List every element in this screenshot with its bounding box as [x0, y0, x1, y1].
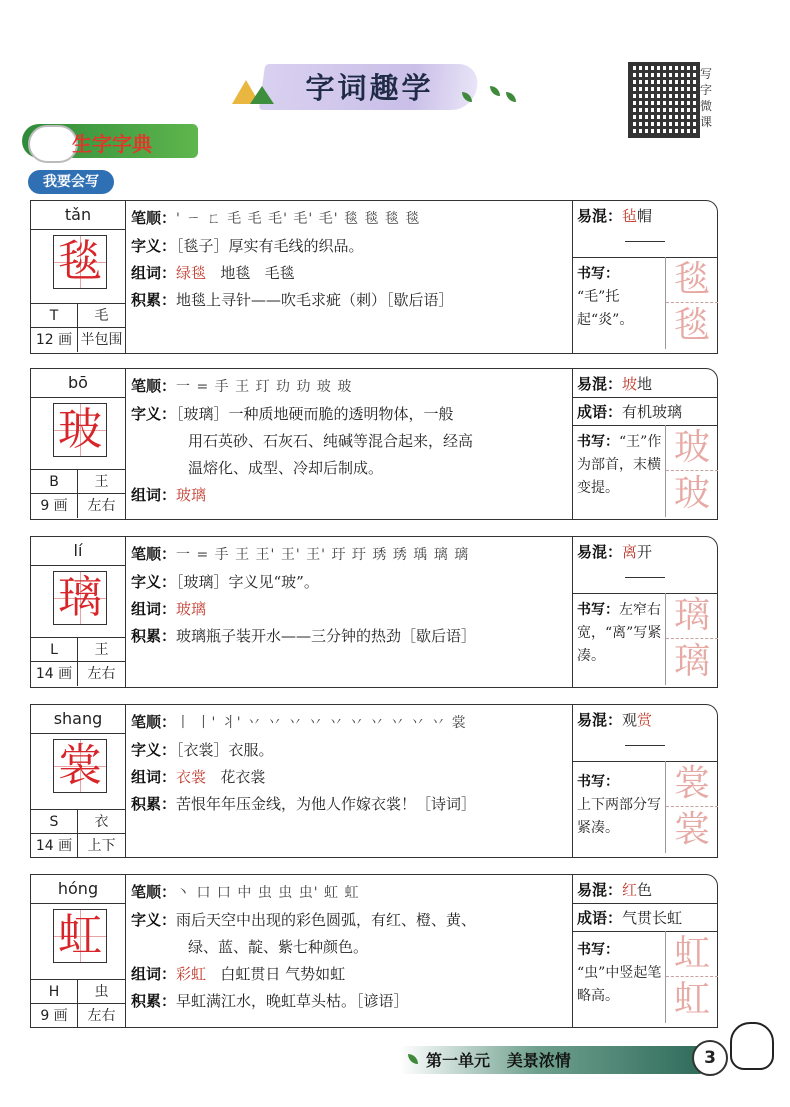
- word: 白虹贯日 气势如虹: [220, 965, 346, 983]
- confuse-char: 赏: [637, 711, 653, 729]
- stroke-count: 12 画: [31, 328, 78, 352]
- accumulate: 玻璃瓶子装开水——三分钟的热劲［歇后语］: [176, 627, 477, 645]
- radical: 虫: [94, 984, 109, 1000]
- main-char: 虹: [58, 910, 102, 961]
- pinyin: bō: [31, 369, 125, 398]
- practice-grid: [665, 593, 718, 685]
- mascot-icon: [28, 125, 78, 163]
- accumulate: 苦恨年年压金线，为他人作嫁衣裳！［诗词］: [176, 795, 477, 813]
- accumulate: 地毯上寻针——吹毛求疵（刺）［歇后语］: [176, 291, 454, 309]
- leaf-icon: [490, 86, 500, 96]
- side-panel: [572, 705, 718, 857]
- strokes-label: 笔顺：: [131, 545, 177, 563]
- meaning: 温熔化、成型、冷却后制成。: [188, 459, 384, 477]
- main-char: 裳: [58, 740, 102, 791]
- stroke-order: 丶 口 口 中 虫 虫 虫' 虹 虹: [176, 885, 360, 901]
- char-card: [31, 537, 126, 687]
- word: 彩虹: [176, 965, 207, 983]
- char-entry: [30, 536, 718, 688]
- trace-char: 虹: [673, 979, 710, 1020]
- section-subtitle: 我要会写: [28, 170, 114, 194]
- accumulate-label: 积累：: [131, 795, 177, 813]
- trace-char: 毯: [666, 257, 718, 303]
- strokes-label: 笔顺：: [131, 713, 177, 731]
- meaning-label: 字义：: [131, 405, 177, 423]
- confuse-char: 毡: [622, 207, 638, 225]
- meaning: ［玻璃］一种质地硬而脆的透明物体，一般: [176, 405, 454, 423]
- writing-label: 书写：: [577, 434, 619, 450]
- stroke-count: 9 画: [31, 494, 78, 518]
- word: 地毯: [220, 264, 251, 282]
- structure: 左右: [87, 666, 116, 682]
- char-entry: [30, 874, 718, 1028]
- side-panel: [572, 537, 718, 687]
- tianzige-box: [53, 909, 107, 963]
- confuse-rest: 观: [622, 711, 638, 729]
- writing-tip: “虫”中竖起笔略高。: [577, 965, 662, 1004]
- blank-line: [625, 241, 665, 242]
- qr-code[interactable]: [628, 62, 700, 138]
- meaning-label: 字义：: [131, 237, 177, 255]
- tianzige-box: [53, 403, 107, 457]
- index-letter: H: [31, 980, 78, 1004]
- leaf-icon: [506, 92, 516, 102]
- writing-label: 书写：: [577, 266, 619, 282]
- idiom: 有机玻璃: [622, 403, 683, 421]
- char-entry: [30, 704, 718, 858]
- confuse-char: 红: [622, 881, 638, 899]
- unit-label: 第一单元: [426, 1051, 491, 1070]
- meaning-label: 字义：: [131, 741, 177, 759]
- structure: 上下: [87, 838, 116, 854]
- confuse-label: 易混：: [577, 207, 623, 225]
- writing-tip: “王”作为部首，末横变提。: [577, 434, 662, 496]
- index-letter: T: [31, 304, 78, 328]
- word: 毛毯: [264, 264, 295, 282]
- writing-tip: 上下两部分写紧凑。: [577, 797, 661, 836]
- practice-grid: [665, 761, 718, 853]
- writing-label: 书写：: [577, 942, 619, 958]
- char-card: [31, 875, 126, 1027]
- pinyin: tǎn: [31, 201, 125, 230]
- word: 衣裳: [176, 768, 207, 786]
- qr-label: 写字微课: [700, 67, 713, 129]
- char-entry: [30, 368, 718, 520]
- blank-line: [625, 745, 665, 746]
- pinyin: hóng: [31, 875, 125, 904]
- meaning: ［衣裳］衣服。: [176, 741, 274, 759]
- stroke-order: 一 = 手 王 玎 玏 玏 玻 玻: [176, 379, 353, 395]
- structure: 左右: [87, 1008, 116, 1024]
- index-letter: S: [31, 810, 78, 834]
- tianzige-box: [53, 739, 107, 793]
- trace-char: 玻: [673, 473, 710, 514]
- radical: 衣: [94, 814, 109, 830]
- stroke-order: 丨 丨' 丬' 丷 丷 丷 丷 丷 丷 丷 丷 丷 丷 裳: [176, 715, 467, 731]
- char-entry: [30, 200, 718, 354]
- trace-char: 璃: [666, 593, 718, 639]
- practice-grid: [665, 257, 718, 349]
- word: 玻璃: [176, 600, 207, 618]
- tianzige-box: [53, 571, 107, 625]
- trace-char: 虹: [666, 931, 718, 977]
- words-label: 组词：: [131, 486, 177, 504]
- word: 花衣裳: [220, 768, 266, 786]
- stroke-count: 14 画: [31, 834, 78, 858]
- section-title: 生字字典: [72, 132, 152, 156]
- index-letter: B: [31, 470, 78, 494]
- confuse-char: 离: [622, 543, 638, 561]
- confuse-rest: 帽: [637, 207, 653, 225]
- char-card: [31, 369, 126, 519]
- writing-label: 书写：: [577, 602, 619, 618]
- words-label: 组词：: [131, 600, 177, 618]
- word: 绿毯: [176, 264, 207, 282]
- strokes-label: 笔顺：: [131, 883, 177, 901]
- confuse-label: 易混：: [577, 711, 623, 729]
- tianzige-box: [53, 235, 107, 289]
- radical: 王: [94, 474, 109, 490]
- trace-char: 玻: [666, 425, 718, 471]
- stroke-count: 9 画: [31, 1004, 78, 1028]
- words-label: 组词：: [131, 768, 177, 786]
- accumulate: 早虹满江水，晚虹草头枯。［谚语］: [176, 992, 409, 1010]
- pinyin: lí: [31, 537, 125, 566]
- trace-char: 毯: [673, 305, 710, 346]
- structure: 半包围: [80, 332, 123, 348]
- char-card: [31, 201, 126, 353]
- trace-char: 璃: [673, 641, 710, 682]
- char-card: [31, 705, 126, 857]
- panda-mascot-icon: [730, 1022, 774, 1070]
- radical: 王: [94, 642, 109, 658]
- side-panel: [572, 875, 718, 1027]
- idiom: 气贯长虹: [622, 909, 683, 927]
- side-panel: [572, 369, 718, 519]
- trace-char: 裳: [673, 809, 710, 850]
- confuse-label: 易混：: [577, 881, 623, 899]
- blank-line: [625, 577, 665, 578]
- confuse-rest: 开: [637, 543, 653, 561]
- pinyin: shang: [31, 705, 125, 734]
- word: 玻璃: [176, 486, 207, 504]
- writing-label: 书写：: [577, 774, 619, 790]
- side-panel: [572, 201, 718, 353]
- page-title: 字词趣学: [305, 71, 434, 105]
- meaning: 用石英砂、石灰石、纯碱等混合起来，经高: [188, 432, 474, 450]
- meaning-label: 字义：: [131, 573, 177, 591]
- idiom-label: 成语：: [577, 909, 623, 927]
- meaning: 雨后天空中出现的彩色圆弧，有红、橙、黄、: [176, 911, 477, 929]
- accumulate-label: 积累：: [131, 291, 177, 309]
- meaning: 绿、蓝、靛、紫七种颜色。: [188, 938, 369, 956]
- meaning: ［玻璃］字义见“玻”。: [176, 573, 319, 591]
- structure: 左右: [87, 498, 116, 514]
- confuse-rest: 色: [637, 881, 653, 899]
- writing-tip: “毛”托起“炎”。: [577, 289, 634, 328]
- page-number: 3: [692, 1040, 728, 1076]
- stroke-order: 一 = 手 王 王' 王' 王' 玗 玗 琇 琇 瑀 璃 璃: [176, 547, 470, 563]
- index-letter: L: [31, 638, 78, 662]
- main-char: 玻: [58, 404, 102, 455]
- radical: 毛: [94, 308, 109, 324]
- accumulate-label: 积累：: [131, 992, 177, 1010]
- strokes-label: 笔顺：: [131, 377, 177, 395]
- accumulate-label: 积累：: [131, 627, 177, 645]
- trace-char: 裳: [666, 761, 718, 807]
- confuse-label: 易混：: [577, 543, 623, 561]
- words-label: 组词：: [131, 965, 177, 983]
- confuse-rest: 地: [637, 375, 653, 393]
- writing-tip: 左窄右宽，“离”写紧凑。: [577, 602, 662, 664]
- main-char: 毯: [58, 236, 102, 287]
- unit-theme: 美景浓情: [506, 1051, 571, 1070]
- unit-title: [426, 1048, 571, 1071]
- practice-grid: [665, 425, 718, 517]
- idiom-label: 成语：: [577, 403, 623, 421]
- confuse-label: 易混：: [577, 375, 623, 393]
- practice-grid: [665, 931, 718, 1023]
- stroke-count: 14 画: [31, 662, 78, 686]
- strokes-label: 笔顺：: [131, 209, 177, 227]
- main-char: 璃: [58, 572, 102, 623]
- stroke-order: ' ㄧ ㄈ 毛 毛 毛' 毛' 毛' 毯 毯 毯 毯: [176, 211, 421, 227]
- confuse-char: 坡: [622, 375, 638, 393]
- meaning-label: 字义：: [131, 911, 177, 929]
- words-label: 组词：: [131, 264, 177, 282]
- meaning: ［毯子］厚实有毛线的织品。: [176, 237, 364, 255]
